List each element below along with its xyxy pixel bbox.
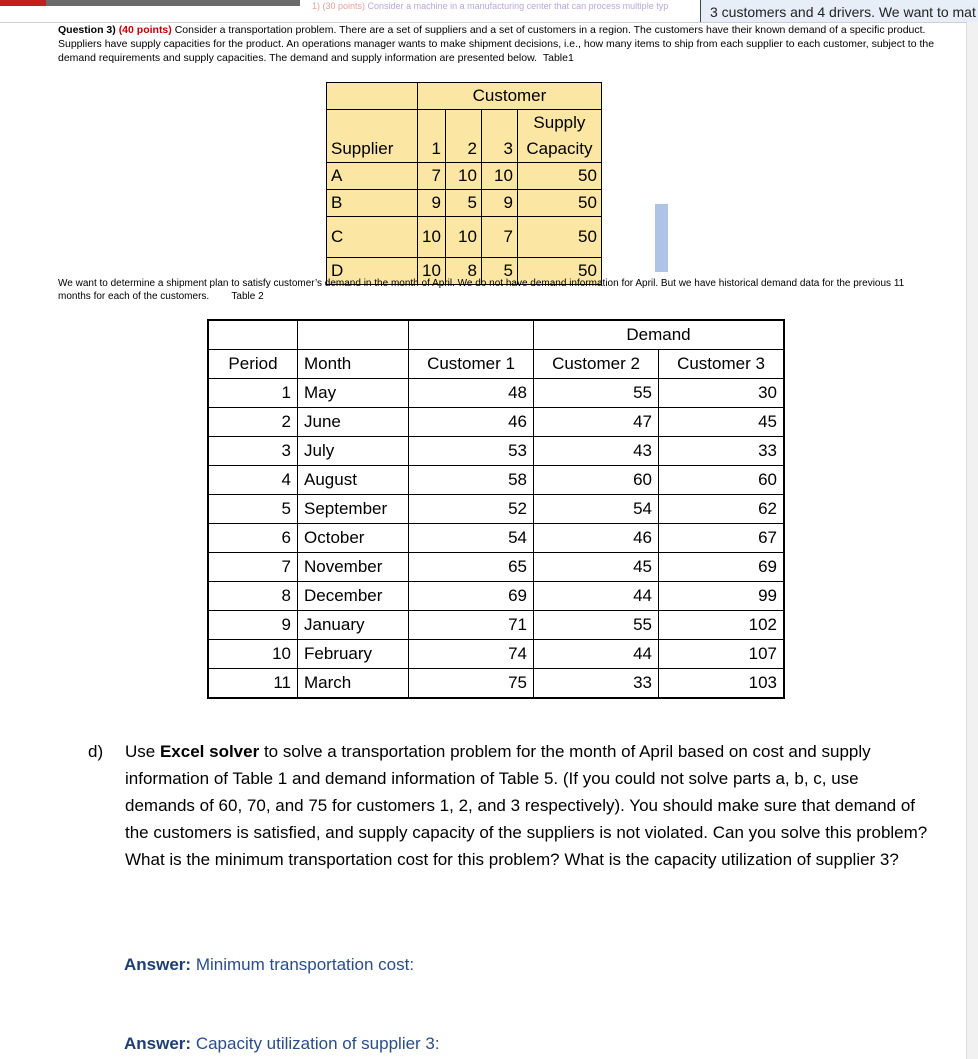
t2-cell: 107 bbox=[659, 640, 785, 669]
selection-highlight bbox=[655, 204, 668, 272]
part-d-text: to solve a transportation problem for the month of April based on cost and supply information of Table 1 and demand information of Table 5. (If you could not solve parts a, b, c, use demands of 60, 70, and 75 for customers 1, 2, and 3 respectively). You should make sure that demand of the customers is satisfied, and supply capacity of the suppliers is not violated. Can you solve this problem? What is the minimum transportation cost for this problem? What is the capacity utilization of supplier 3? bbox=[125, 742, 928, 869]
t2-month: March bbox=[298, 669, 409, 699]
t1-header-customer: Customer bbox=[418, 83, 602, 110]
t1-row bbox=[327, 163, 602, 190]
t1-supplier: A bbox=[327, 163, 418, 190]
t2-month: January bbox=[298, 611, 409, 640]
t1-supplier: C bbox=[327, 217, 418, 258]
t2-cell: 69 bbox=[409, 582, 534, 611]
t1-cell: 7 bbox=[418, 163, 446, 190]
t2-header-c3: Customer 3 bbox=[659, 350, 785, 379]
overlay-text: 3 customers and 4 drivers. We want to mat bbox=[710, 4, 976, 20]
t2-cell: 48 bbox=[409, 379, 534, 408]
t2-period: 11 bbox=[208, 669, 298, 699]
part-d-body: Use Excel solver to solve a transportation problem for the month of April based on cost and supply information of Table 1 and demand information of Table 5. (If you could not solve parts a, b, c, use demands of 60, 70, and 75 for customers 1, 2, and 3 respectively). You should make sure that demand of the customers is satisfied, and supply capacity of the suppliers is not violated. Can you solve this problem? What is the minimum transportation cost for this problem? What is the capacity utilization of supplier 3? bbox=[125, 742, 928, 869]
t2-row bbox=[208, 611, 784, 640]
t2-period: 1 bbox=[208, 379, 298, 408]
top-strip bbox=[0, 0, 978, 23]
table2-wrapper bbox=[207, 319, 785, 699]
t2-cell: 74 bbox=[409, 640, 534, 669]
t1-empty bbox=[327, 110, 418, 137]
t2-cell: 55 bbox=[534, 611, 659, 640]
t1-supplier: B bbox=[327, 190, 418, 217]
answer-utilization bbox=[124, 1034, 440, 1054]
t2-period: 2 bbox=[208, 408, 298, 437]
answer-text: Capacity utilization of supplier 3: bbox=[195, 1034, 440, 1053]
question-points: (40 points) bbox=[118, 24, 172, 36]
demand-table bbox=[207, 319, 785, 699]
table1-ref: Table1 bbox=[542, 52, 574, 64]
t1-cell: 10 bbox=[445, 217, 481, 258]
plan-text bbox=[58, 277, 938, 303]
t2-month: May bbox=[298, 379, 409, 408]
t2-month: September bbox=[298, 495, 409, 524]
t2-month: October bbox=[298, 524, 409, 553]
t1-capacity: 50 bbox=[517, 217, 601, 258]
faint-text: Consider a machine in a manufacturing center that can process multiple typ bbox=[367, 1, 669, 11]
table2-ref: Table 2 bbox=[231, 291, 264, 302]
t2-row bbox=[208, 640, 784, 669]
t2-period: 4 bbox=[208, 466, 298, 495]
t2-row bbox=[208, 553, 784, 582]
t2-cell: 54 bbox=[534, 495, 659, 524]
t2-month: November bbox=[298, 553, 409, 582]
answer-min-cost bbox=[124, 955, 414, 975]
t2-header-month: Month bbox=[298, 350, 409, 379]
excel-solver-bold: Excel solver bbox=[159, 742, 260, 761]
t2-period: 8 bbox=[208, 582, 298, 611]
answer-label: Answer: bbox=[124, 955, 192, 974]
right-edge-panel bbox=[966, 22, 978, 1059]
t2-period: 10 bbox=[208, 640, 298, 669]
t1-row bbox=[327, 217, 602, 258]
t2-cell: 62 bbox=[659, 495, 785, 524]
t2-period: 5 bbox=[208, 495, 298, 524]
t2-cell: 58 bbox=[409, 466, 534, 495]
t2-cell: 33 bbox=[534, 669, 659, 699]
t2-header-period: Period bbox=[208, 350, 298, 379]
t2-row bbox=[208, 524, 784, 553]
table1-wrapper bbox=[326, 82, 602, 285]
faint-points: 1) (30 points) bbox=[312, 1, 366, 11]
t1-cell: 9 bbox=[418, 190, 446, 217]
t2-cell: 44 bbox=[534, 640, 659, 669]
part-d-question bbox=[88, 738, 928, 873]
t1-cell: 10 bbox=[445, 163, 481, 190]
t1-header-customer-2: 2 bbox=[445, 136, 481, 163]
t1-cell: 5 bbox=[445, 190, 481, 217]
t2-cell: 45 bbox=[534, 553, 659, 582]
t2-period: 6 bbox=[208, 524, 298, 553]
t2-cell: 52 bbox=[409, 495, 534, 524]
t1-cell: 9 bbox=[481, 190, 517, 217]
t1-supplier: D bbox=[327, 258, 418, 285]
t1-header-customer-1: 1 bbox=[418, 136, 446, 163]
t2-cell: 45 bbox=[659, 408, 785, 437]
t2-cell: 43 bbox=[534, 437, 659, 466]
t2-row bbox=[208, 408, 784, 437]
faint-previous-question bbox=[312, 1, 668, 11]
t2-cell: 53 bbox=[409, 437, 534, 466]
t2-month: February bbox=[298, 640, 409, 669]
t2-period: 7 bbox=[208, 553, 298, 582]
t2-period: 9 bbox=[208, 611, 298, 640]
t2-cell: 99 bbox=[659, 582, 785, 611]
t2-cell: 60 bbox=[659, 466, 785, 495]
t2-cell: 103 bbox=[659, 669, 785, 699]
t1-corner bbox=[327, 83, 418, 110]
question-text: Consider a transportation problem. There are a set of suppliers and a set of customers in a region. The customers have their known demand of a specific product. Suppliers have supply capacities for the product. An operations manager wants to make shipment decisions, i.e., how many items to ship from each supplier to each customer, subject to the demand requirements and supply capacities. The demand and supply information are presented below. bbox=[58, 24, 935, 64]
t2-cell: 102 bbox=[659, 611, 785, 640]
t2-cell: 33 bbox=[659, 437, 785, 466]
t1-cell: 5 bbox=[481, 258, 517, 285]
t2-cell: 47 bbox=[534, 408, 659, 437]
t2-header-c2: Customer 2 bbox=[534, 350, 659, 379]
t1-header-capacity: Capacity bbox=[517, 136, 601, 163]
t2-cell: 46 bbox=[534, 524, 659, 553]
question-3-intro bbox=[58, 23, 938, 65]
t2-header-demand: Demand bbox=[534, 320, 785, 350]
t2-month: August bbox=[298, 466, 409, 495]
t1-cell: 8 bbox=[445, 258, 481, 285]
t2-row bbox=[208, 466, 784, 495]
t1-header-supply: Supply bbox=[517, 110, 601, 137]
t2-cell: 65 bbox=[409, 553, 534, 582]
t1-cell: 7 bbox=[481, 217, 517, 258]
t2-cell: 71 bbox=[409, 611, 534, 640]
plan-sentence: We want to determine a shipment plan to satisfy customer’s demand in the month of April. We do not have demand information for April. But we have historical demand data for the previous 11 months for each of the customers. bbox=[58, 278, 905, 302]
t1-cell: 10 bbox=[418, 258, 446, 285]
part-d-tag: d) bbox=[88, 742, 104, 761]
t1-capacity: 50 bbox=[517, 258, 601, 285]
t2-cell: 60 bbox=[534, 466, 659, 495]
t2-month: December bbox=[298, 582, 409, 611]
cost-table bbox=[326, 82, 602, 285]
t2-cell: 30 bbox=[659, 379, 785, 408]
t1-capacity: 50 bbox=[517, 190, 601, 217]
t2-row bbox=[208, 582, 784, 611]
t2-cell: 54 bbox=[409, 524, 534, 553]
t2-row bbox=[208, 495, 784, 524]
t2-month: June bbox=[298, 408, 409, 437]
t1-header-customer-3: 3 bbox=[481, 136, 517, 163]
t2-cell: 46 bbox=[409, 408, 534, 437]
t2-month: July bbox=[298, 437, 409, 466]
t2-row bbox=[208, 437, 784, 466]
t2-cell: 44 bbox=[534, 582, 659, 611]
t1-cell: 10 bbox=[418, 217, 446, 258]
t2-row bbox=[208, 379, 784, 408]
t1-cell: 10 bbox=[481, 163, 517, 190]
t2-cell: 55 bbox=[534, 379, 659, 408]
t2-row bbox=[208, 669, 784, 699]
t2-cell: 69 bbox=[659, 553, 785, 582]
answer-text: Minimum transportation cost: bbox=[195, 955, 415, 974]
answer-label: Answer: bbox=[124, 1034, 192, 1053]
t1-row bbox=[327, 190, 602, 217]
t2-cell: 67 bbox=[659, 524, 785, 553]
question-label: Question 3) bbox=[58, 24, 116, 36]
t2-header-c1: Customer 1 bbox=[409, 350, 534, 379]
t1-capacity: 50 bbox=[517, 163, 601, 190]
t2-cell: 75 bbox=[409, 669, 534, 699]
red-mark bbox=[0, 0, 46, 6]
t2-period: 3 bbox=[208, 437, 298, 466]
t1-header-supplier: Supplier bbox=[327, 136, 418, 163]
